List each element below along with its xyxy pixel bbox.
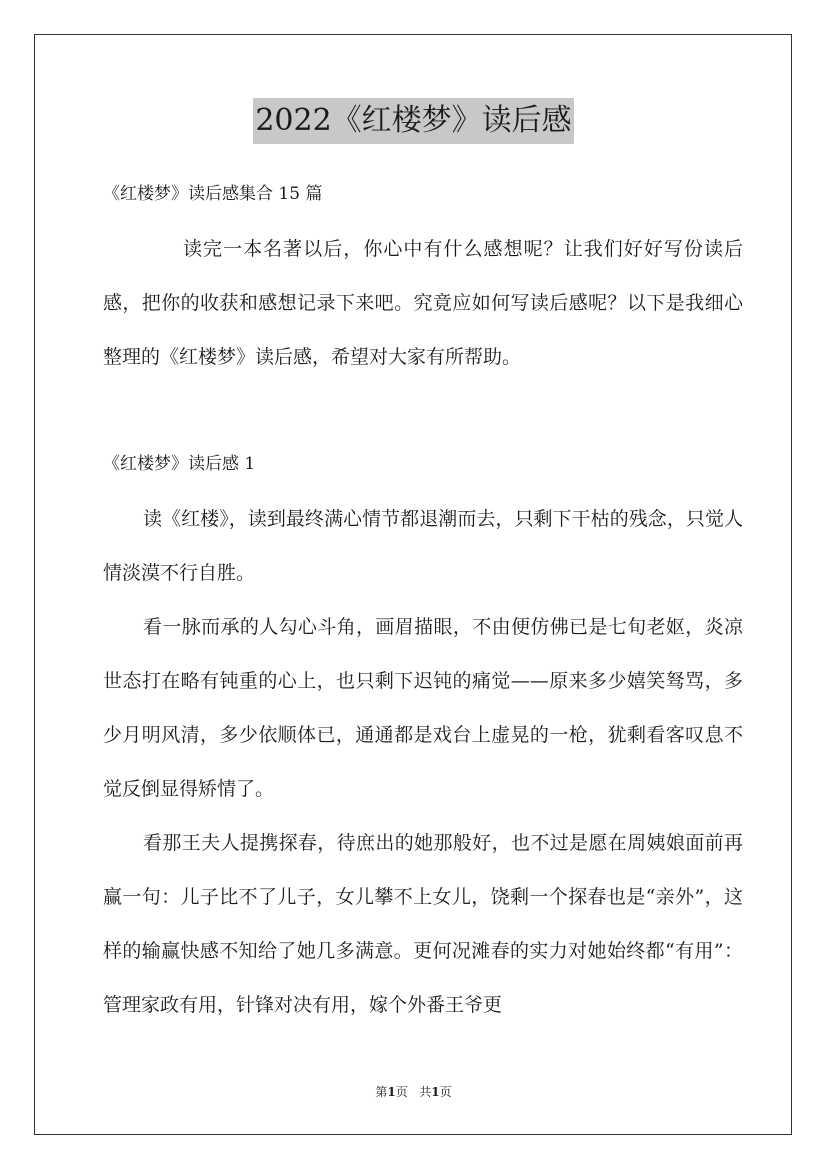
- document-title: [0, 98, 827, 144]
- document-subtitle: 《红楼梦》读后感集合 15 篇: [103, 184, 323, 204]
- body-paragraph-1: 读《红楼》，读到最终满心情节都退潮而去，只剩下干枯的残念，只觉人情淡漠不行自胜。: [103, 508, 743, 584]
- body-paragraph-3: 看那王夫人提携探春，待庶出的她那般好，也不过是愿在周姨娘面前再赢一句：儿子比不了儿子，女儿攀不上女儿，饶剩一个探春也是“亲外”，这样的输赢快感不知给了她几多满意。更何况滩春的实力对她始终都“有用”：管理家政有用，针锋对决有用，嫁个外番王爷更: [103, 832, 743, 1016]
- footer-total-prefix: 共: [419, 1085, 432, 1099]
- document-title-text: 2022《红楼梦》读后感: [253, 98, 573, 144]
- footer-page-number: 1: [387, 1085, 396, 1099]
- section-heading: 《红楼梦》读后感 1: [103, 454, 256, 474]
- intro-paragraph: 读完一本名著以后，你心中有什么感想呢？让我们好好写份读后感，把你的收获和感想记录下来吧。究竟应如何写读后感呢？以下是我细心整理的《红楼梦》读后感，希望对大家有所帮助。: [103, 238, 743, 368]
- footer-total-suffix: 页: [439, 1085, 452, 1099]
- footer-page-prefix: 第: [375, 1085, 388, 1099]
- page-footer: [0, 1083, 827, 1101]
- footer-page-suffix: 页: [395, 1085, 408, 1099]
- body-paragraph-2: 看一脉而承的人勾心斗角，画眉描眼，不由便仿佛已是七旬老妪，炎凉世态打在略有钝重的心上，也只剩下迟钝的痛觉——原来多少嬉笑驽骂，多少月明风清，多少依顺体已，通通都是戏台上虚晃的一枪，犹剩看客叹息不觉反倒显得矫情了。: [103, 616, 743, 800]
- footer-total-number: 1: [431, 1085, 440, 1099]
